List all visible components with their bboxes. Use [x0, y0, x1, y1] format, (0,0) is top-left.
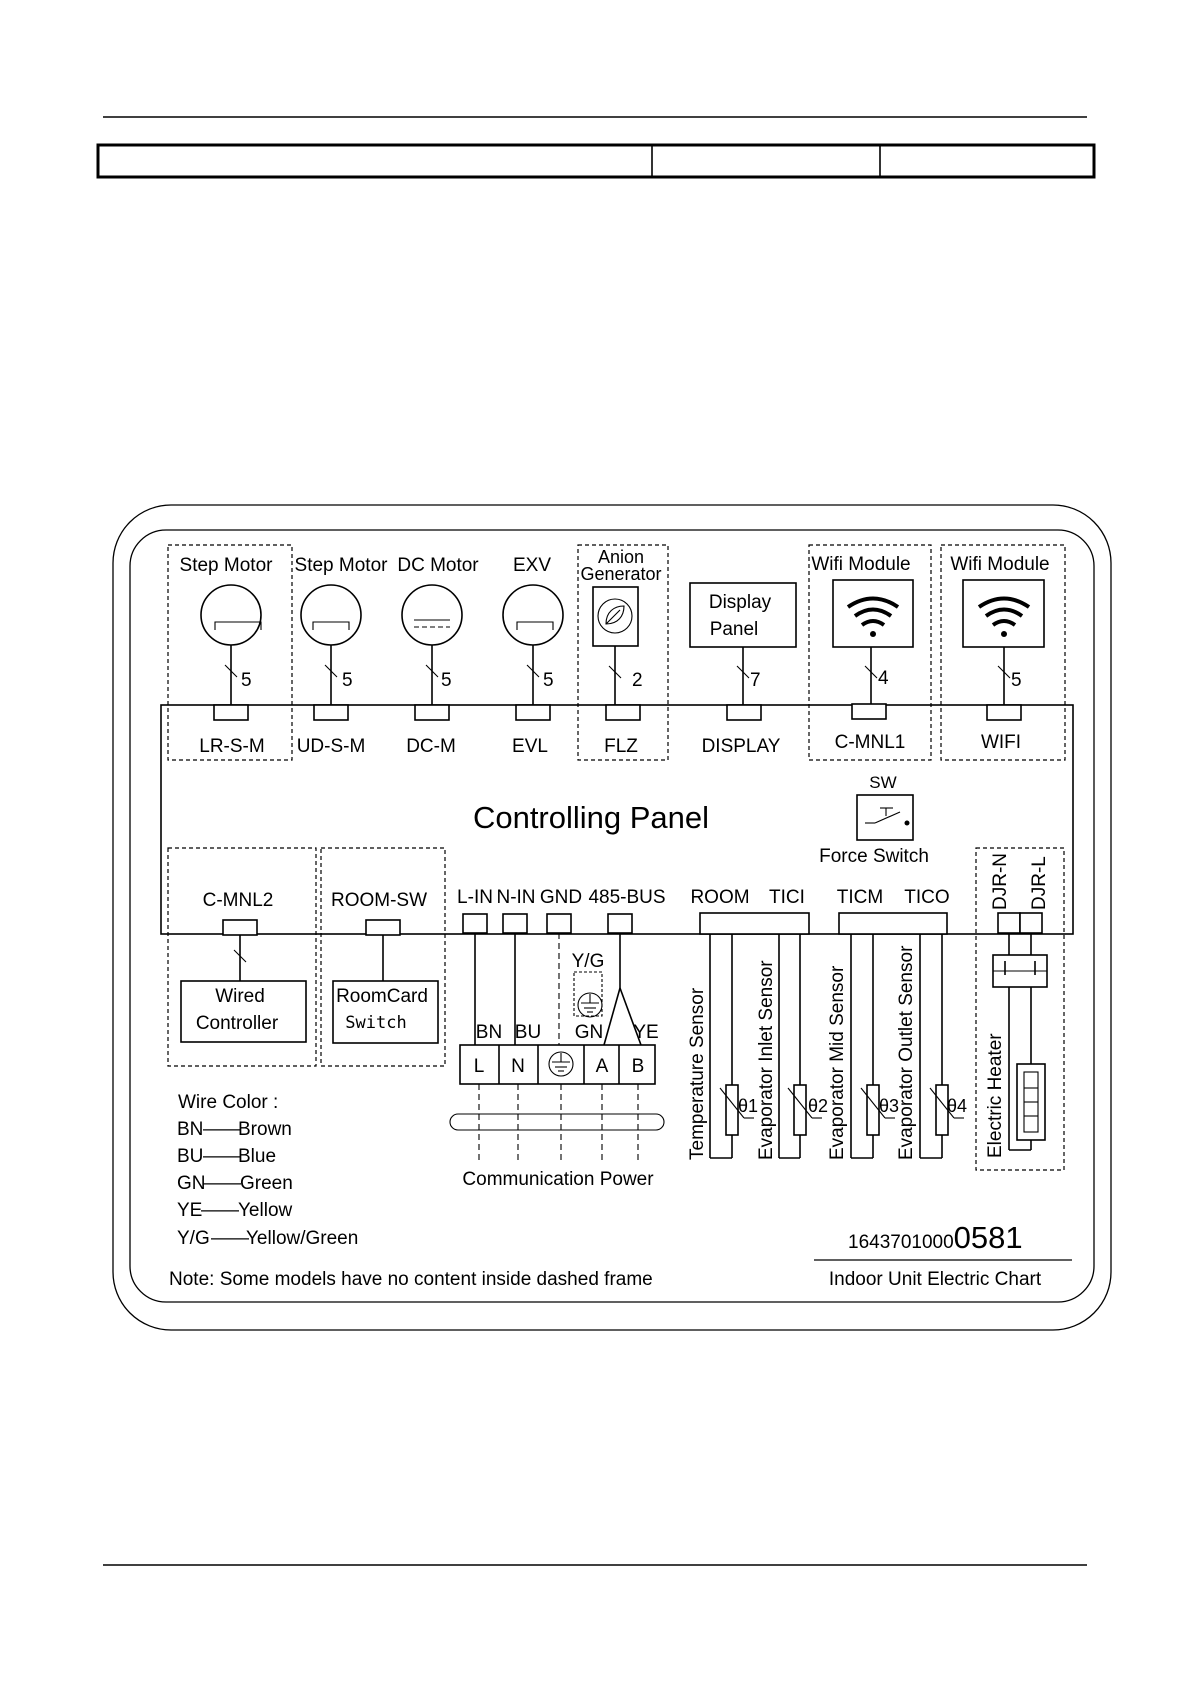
legend-bu-name: Blue	[238, 1146, 277, 1167]
anion-label-line2: Generator	[580, 564, 662, 584]
dc-motor	[397, 555, 479, 757]
wifi2-label: Wifi Module	[950, 554, 1050, 575]
dashed-frame-wifi1	[809, 545, 931, 760]
exv-connector: EVL	[512, 736, 548, 757]
communication-power-label: Communication Power	[462, 1169, 654, 1190]
part-number	[848, 1220, 1023, 1255]
lr-step-motor-wires: 5	[241, 670, 252, 691]
display-panel	[690, 583, 796, 757]
ud-step-motor	[295, 555, 389, 757]
legend-bn-name: Brown	[238, 1119, 292, 1140]
sensor-1-name: Temperature Sensor	[687, 987, 708, 1160]
dc-motor-label: DC Motor	[397, 555, 479, 576]
wired-controller-line2: Controller	[195, 1013, 279, 1034]
sensor-connectors	[687, 887, 967, 1160]
legend-gn-code: GN	[177, 1173, 206, 1194]
part-number-large: 0581	[953, 1220, 1023, 1255]
legend-yg-name: Yellow/Green	[246, 1228, 359, 1249]
dc-motor-wires: 5	[441, 670, 452, 691]
wire-yg: Y/G	[571, 951, 605, 972]
header-table	[98, 145, 1094, 177]
sensor-3-name: Evaporator Mid Sensor	[827, 965, 848, 1160]
ground-icon	[549, 1052, 573, 1076]
electric-heater	[985, 853, 1050, 1158]
sensor-2-symbol: θ2	[808, 1096, 829, 1116]
anion-generator	[580, 547, 661, 757]
anion-label-line1: Anion	[597, 547, 645, 567]
ground-icon	[578, 993, 602, 1017]
force-switch-code: SW	[869, 773, 897, 792]
sensor-4-symbol: θ4	[947, 1096, 968, 1116]
dashed-frame-wifi2	[941, 545, 1065, 760]
legend-bu-code: BU	[177, 1146, 204, 1167]
wire-gn: GN	[574, 1022, 604, 1043]
nin-connector: N-IN	[496, 887, 536, 908]
legend-gn-dash: ——	[203, 1173, 241, 1194]
exv-wires: 5	[543, 670, 554, 691]
ud-step-motor-label: Step Motor	[294, 555, 388, 576]
heater-label: Electric Heater	[985, 1033, 1006, 1158]
dashed-frame-lr-motor	[168, 545, 292, 760]
room-connector: ROOM	[690, 887, 750, 908]
cmnl2-connector: C-MNL2	[202, 890, 274, 911]
lr-step-motor-label: Step Motor	[179, 555, 273, 576]
wire-color-title: Wire Color :	[178, 1092, 279, 1113]
wired-controller	[181, 890, 306, 1042]
terminal-l: L	[473, 1056, 485, 1077]
wifi1-label: Wifi Module	[811, 554, 911, 575]
dc-motor-connector: DC-M	[406, 736, 456, 757]
title-block	[814, 1220, 1072, 1290]
note-text: Note: Some models have no content inside dashed frame	[169, 1269, 653, 1290]
roomcard-line1: RoomCard	[336, 986, 428, 1007]
gnd-connector: GND	[539, 887, 583, 908]
legend-gn-name: Green	[240, 1173, 293, 1194]
wire-color-legend	[177, 1092, 358, 1249]
force-switch-label: Force Switch	[819, 846, 929, 867]
wire-bn: BN	[475, 1022, 503, 1043]
leaf-icon	[606, 606, 624, 624]
force-switch	[819, 773, 929, 867]
display-connector: DISPLAY	[701, 736, 781, 757]
sensor-4-name: Evaporator Outlet Sensor	[896, 945, 917, 1160]
chart-title: Indoor Unit Electric Chart	[828, 1269, 1042, 1290]
wifi-module-2	[950, 554, 1049, 753]
wired-controller-line1: Wired	[215, 986, 265, 1007]
roomcard-line2: Switch	[345, 1013, 407, 1033]
wifi1-wires: 4	[878, 668, 889, 689]
sensor-1-symbol: θ1	[738, 1096, 759, 1116]
display-wires: 7	[750, 670, 761, 691]
wire-bu: BU	[514, 1022, 542, 1043]
terminal-a: A	[595, 1056, 609, 1077]
wire-ye: YE	[633, 1022, 659, 1043]
wifi2-wires: 5	[1011, 670, 1022, 691]
anion-wires: 2	[632, 670, 643, 691]
ud-step-motor-wires: 5	[342, 670, 353, 691]
legend-bu-dash: ——	[203, 1146, 241, 1167]
legend-ye-dash: ——	[201, 1200, 239, 1221]
legend-bn-dash: ——	[203, 1119, 241, 1140]
roomcard-switch	[331, 890, 438, 1043]
exv-label: EXV	[512, 555, 552, 576]
legend-ye-code: YE	[177, 1200, 203, 1221]
exv-motor	[503, 555, 563, 757]
power-connectors	[450, 887, 666, 1190]
bus-connector: 485-BUS	[588, 887, 666, 908]
panel-title: Controlling Panel	[472, 800, 710, 835]
ticm-connector: TICM	[836, 887, 884, 908]
sensor-2-name: Evaporator Inlet Sensor	[756, 960, 777, 1160]
roomsw-connector: ROOM-SW	[330, 890, 428, 911]
terminal-b: B	[631, 1056, 645, 1077]
ud-step-motor-connector: UD-S-M	[296, 736, 366, 757]
wifi2-connector: WIFI	[980, 732, 1022, 753]
legend-bn-code: BN	[177, 1119, 204, 1140]
lr-step-motor-connector: LR-S-M	[199, 736, 265, 757]
wifi-icon	[979, 599, 1029, 638]
lin-connector: L-IN	[457, 887, 493, 908]
tico-connector: TICO	[904, 887, 950, 908]
part-number-small: 1643701000	[848, 1232, 954, 1253]
sensor-3-symbol: θ3	[879, 1096, 900, 1116]
djrn-connector: DJR-N	[990, 853, 1011, 910]
djrl-connector: DJR-L	[1029, 856, 1050, 910]
legend-yg-dash: ——	[211, 1228, 249, 1249]
display-label-line1: Display	[708, 592, 772, 613]
terminal-n: N	[511, 1056, 525, 1077]
wifi-icon	[848, 599, 898, 638]
display-label-line2: Panel	[709, 619, 759, 640]
legend-ye-name: Yellow	[238, 1200, 293, 1221]
wifi1-connector: C-MNL1	[834, 732, 906, 753]
anion-connector: FLZ	[604, 736, 638, 757]
lr-step-motor	[180, 555, 274, 757]
tici-connector: TICI	[769, 887, 805, 908]
wifi-module-1	[811, 554, 913, 753]
legend-yg-code: Y/G	[177, 1228, 210, 1249]
